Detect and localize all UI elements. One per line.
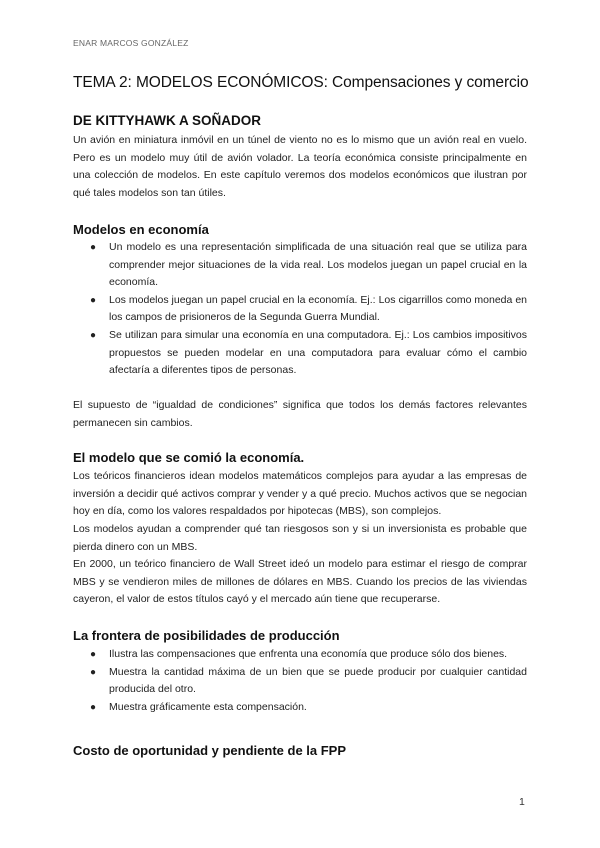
section-heading-modelos: Modelos en economía: [73, 222, 209, 237]
list-item-text: Un modelo es una representación simplificada de una situación real que se utiliza para comprender mejor situaciones de la vida real. Los modelos juegan un papel crucial en la economía.: [109, 241, 527, 289]
author-header: ENAR MARCOS GONZÁLEZ: [73, 38, 189, 48]
section-paragraph-kittyhawk: Un avión en miniatura inmóvil en un túnel de viento no es lo mismo que un avión real en vuelo. Pero es un modelo muy útil de avión volador. La teoría económica consiste principalmente en una colección de modelos. En este capítulo veremos dos modelos económicos que ilustran por qué tales modelos son tan útiles.: [73, 134, 527, 199]
bullet-icon: ●: [90, 242, 97, 253]
list-item-text: Ilustra las compensaciones que enfrenta una economía que produce sólo dos bienes.: [109, 648, 508, 660]
bullet-icon: ●: [90, 294, 97, 306]
list-item: [73, 239, 527, 292]
page-title: TEMA 2: MODELOS ECONÓMICOS: Compensaciones y comercio: [73, 74, 529, 91]
page-number: 1: [519, 796, 525, 808]
section-heading-costo-oportunidad: Costo de oportunidad y pendiente de la FPP: [73, 743, 347, 758]
section-heading-modelo-comio: El modelo que se comió la economía.: [73, 450, 305, 465]
bullet-icon: ●: [90, 649, 97, 660]
bullet-icon: ●: [90, 701, 97, 713]
section-paragraph: En 2000, un teórico financiero de Wall Street ideó un modelo para estimar el riesgo de comprar MBS y se vendieron miles de millones de dólares en MBS. Cuando los precios de las viviendas cayeron, el valor de estos títulos cayó y el mercado aún tiene que recuperarse.: [73, 558, 527, 606]
list-item: [73, 292, 527, 327]
bullet-list-modelos: [73, 239, 527, 380]
bullet-icon: ●: [90, 666, 97, 678]
list-item-text: Se utilizan para simular una economía en una computadora. Ej.: Los cambios impositivos propuestos se pueden modelar en una computadora para evaluar cómo el cambio afectaría a diferentes tipos de personas.: [109, 328, 527, 377]
section-heading-kittyhawk: DE KITTYHAWK A SOÑADOR: [73, 113, 261, 128]
list-item: [73, 646, 527, 664]
section-paragraph: Los modelos ayudan a comprender qué tan riesgosos son y si un inversionista es probable que pierda dinero con un MBS.: [73, 523, 527, 553]
list-item: [73, 664, 527, 699]
section-paragraph: Los teóricos financieros idean modelos matemáticos complejos para ayudar a las empresas de inversión a decidir qué activos comprar y vender y a qué precio. Muchos activos que se negocian hoy en día, como los valores respaldados por hipotecas (MBS), son complejos.: [73, 470, 527, 518]
list-item-text: Los modelos juegan un papel crucial en la economía. Ej.: Los cigarrillos como moneda en los campos de prisioneros de la Segunda Guerra Mundial.: [109, 293, 527, 324]
list-item: [73, 327, 527, 380]
list-item-text: Muestra la cantidad máxima de un bien que se puede producir por cualquier cantidad producida del otro.: [109, 665, 527, 696]
list-item-text: Muestra gráficamente esta compensación.: [109, 700, 307, 713]
section-heading-frontera: La frontera de posibilidades de producción: [73, 628, 340, 643]
bullet-icon: ●: [90, 329, 97, 341]
section-paragraph-igualdad: El supuesto de “igualdad de condiciones” significa que todos los demás factores relevantes permanecen sin cambios.: [73, 399, 527, 429]
bullet-list-frontera: [73, 646, 527, 716]
list-item: [73, 699, 527, 717]
